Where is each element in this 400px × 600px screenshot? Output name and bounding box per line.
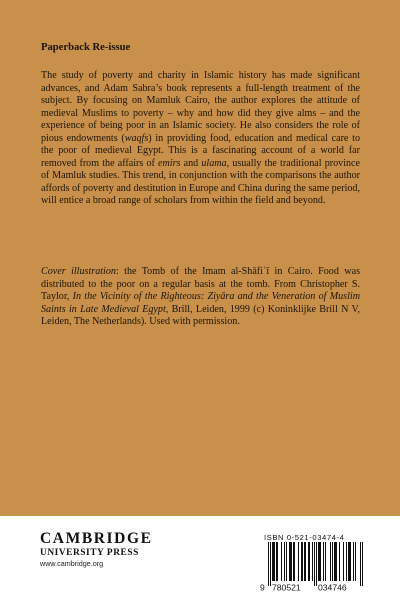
isbn-label: ISBN 0-521-03474-4 xyxy=(264,533,345,542)
barcode-bar xyxy=(346,542,347,581)
barcode-bar xyxy=(336,542,337,581)
barcode-bar xyxy=(289,542,290,581)
text-run: The study of poverty and charity in Islamic history has made significant advances, and Adam Sabra’s book represents a full-length treatment of the subject. By focusing on Mamluk Cairo, the author explores the attitude of medieval Muslims to poverty – why and how did they give alms – and the experience of being poor in an Islamic society. He also considers the role of pious endowments ( xyxy=(41,70,360,144)
barcode-bar xyxy=(305,542,306,581)
text-run: ) in providing food, education and medical care to the poor of medieval Egypt. This is a fascinating account of a world far removed from the affairs of xyxy=(41,132,360,169)
barcode-bar xyxy=(355,542,356,581)
barcode-bar xyxy=(301,542,302,581)
barcode-bar xyxy=(274,542,275,581)
text-run: : the Tomb of the Imam al-Shāfiʿī in Cairo. Food was distributed to the poor on a regular basis at the tomb. From Christopher S. Taylor, xyxy=(41,266,361,302)
publisher-footer xyxy=(0,516,400,600)
publisher-url: www.cambridge.org xyxy=(40,559,104,568)
barcode-bar xyxy=(308,542,309,581)
barcode-bar xyxy=(320,542,321,581)
barcode-graphic xyxy=(256,542,371,592)
text-run: , Brill, Leiden, 1999 (c) Koninklijke Brill N V, Leiden, The Netherlands). Used with permission. xyxy=(41,303,360,327)
publisher-logo xyxy=(40,531,153,569)
logo-cambridge-text: CAMBRIDGE xyxy=(40,530,153,547)
barcode-bar xyxy=(334,542,335,581)
barcode-bar xyxy=(304,542,305,581)
barcode-bar xyxy=(323,542,324,581)
barcode-bar xyxy=(348,542,349,581)
barcode-bar xyxy=(353,542,354,581)
barcode-bar xyxy=(294,542,295,581)
barcode-bar xyxy=(270,542,271,586)
barcode-bar xyxy=(325,542,326,581)
italic-text-run: waqfs xyxy=(124,132,149,144)
barcode-digits: 9 xyxy=(260,582,265,592)
barcode-bar xyxy=(314,542,315,586)
barcode-bar xyxy=(281,542,282,581)
barcode-bar xyxy=(318,542,319,581)
description-paragraph xyxy=(41,70,360,208)
barcode-bar xyxy=(291,542,292,581)
italic-text-run: In the Vicinity of the Righteous: Ziyāra and the Veneration of Muslim Saints in Late Medieval Egypt xyxy=(41,291,361,315)
barcode-digits: 034746 xyxy=(318,582,347,592)
logo-university-press-text: UNIVERSITY PRESS xyxy=(40,548,139,558)
barcode-bar xyxy=(339,542,340,581)
barcode-bar xyxy=(316,542,317,586)
barcode-bar xyxy=(286,542,287,581)
barcode-bar xyxy=(272,542,273,581)
barcode-bar xyxy=(277,542,278,581)
barcode-bar xyxy=(293,542,294,581)
italic-text-run: ulama xyxy=(201,157,227,169)
barcode-bar xyxy=(268,542,269,586)
barcode-bar xyxy=(290,542,291,581)
barcode-bar xyxy=(276,542,277,581)
italic-text-run: emirs xyxy=(158,157,181,169)
barcode-bar xyxy=(330,542,331,581)
barcode-bar xyxy=(349,542,350,581)
barcode-digits: 780521 xyxy=(272,582,301,592)
barcode-bar xyxy=(335,542,336,581)
barcode-bar xyxy=(360,542,361,586)
barcode-bar xyxy=(343,542,344,581)
barcode-bar xyxy=(332,542,333,581)
barcode-bar xyxy=(309,542,310,581)
barcode xyxy=(256,542,371,592)
barcode-bar xyxy=(302,542,303,581)
text-run: and xyxy=(180,157,202,169)
italic-text-run: Cover illustration xyxy=(41,266,116,277)
barcode-bar xyxy=(350,542,351,581)
barcode-bar xyxy=(273,542,274,581)
barcode-bar xyxy=(298,542,299,581)
page-title: Paperback Re-issue xyxy=(41,42,131,53)
cover-illustration-note xyxy=(41,266,360,329)
text-run: , usually the traditional province of Mamluk studies. This trend, in conjunction with the comparisons the author affords of poverty and destitution in Europe and China during the same period, will entice a broad range of scholars from within the field and beyond. xyxy=(41,157,361,206)
barcode-bar xyxy=(284,542,285,581)
barcode-bar xyxy=(319,542,320,581)
barcode-bar xyxy=(312,542,313,581)
barcode-bar xyxy=(362,542,363,586)
